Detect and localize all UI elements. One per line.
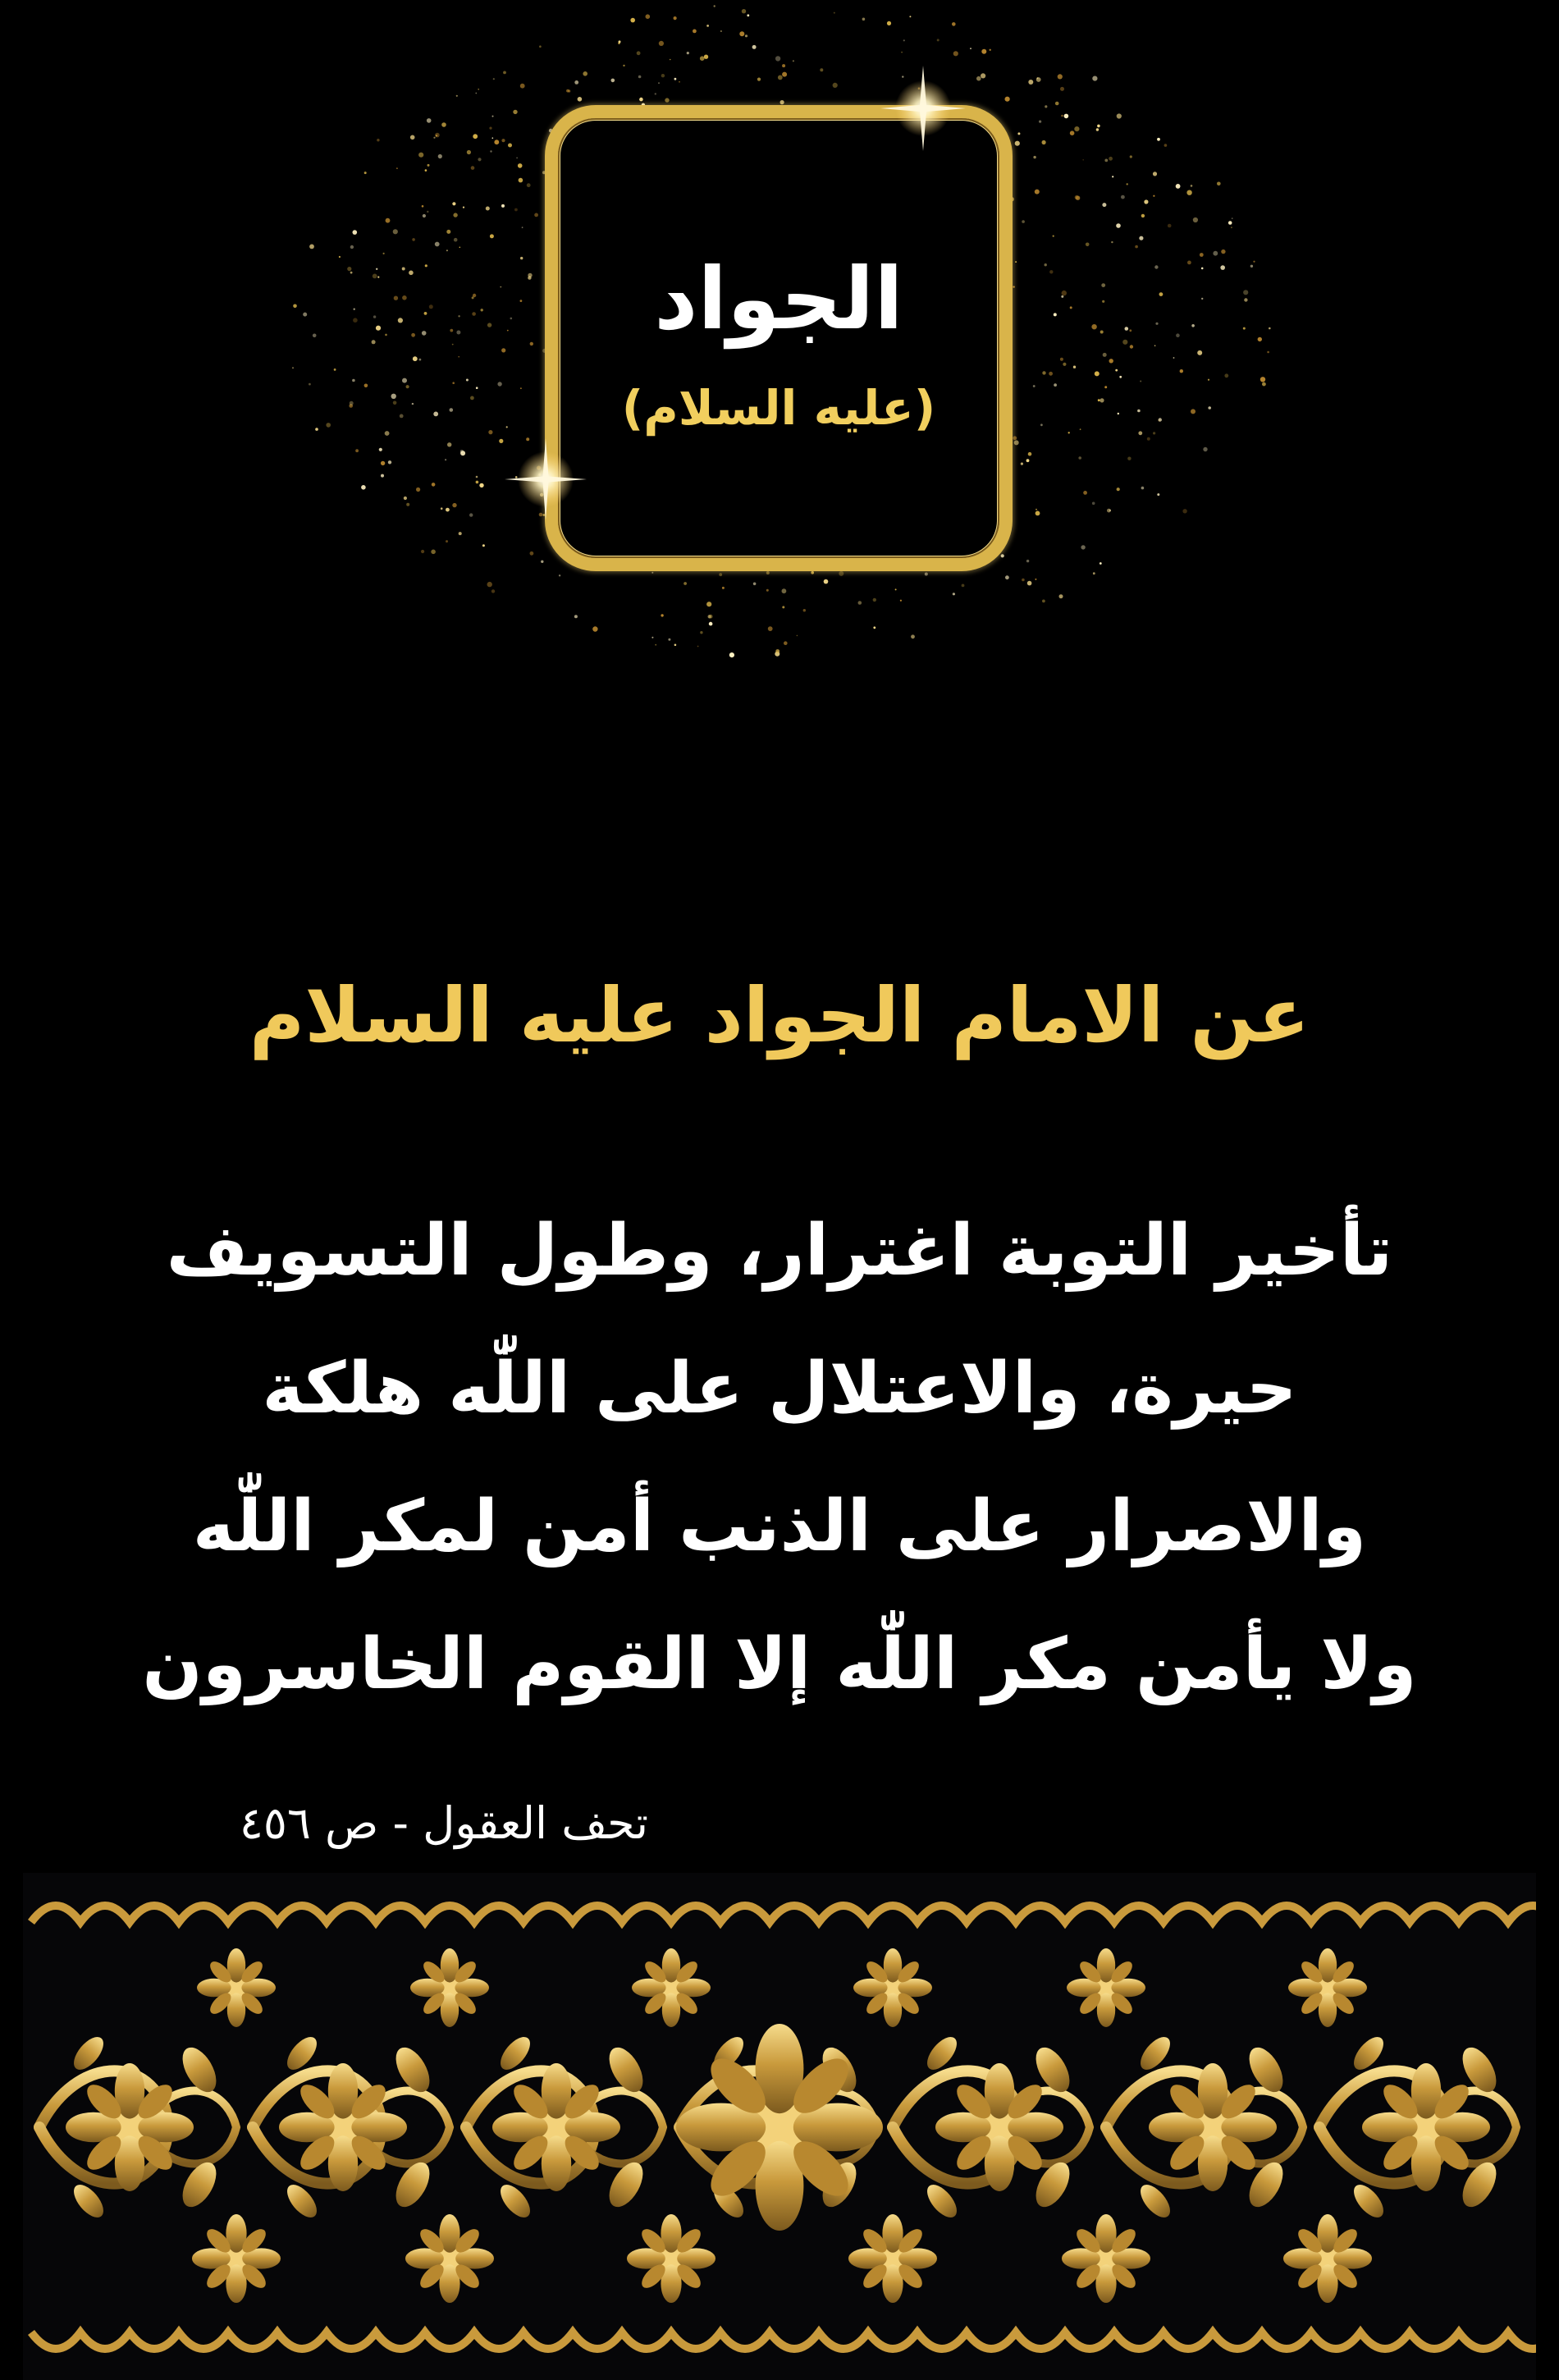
sparkle-icon: [874, 59, 972, 158]
quote-line: تأخير التوبة اغترار، وطول التسويف: [166, 1210, 1393, 1292]
frame-subtitle: (عليه السلام): [621, 380, 936, 436]
source-citation: تحف العقول - ص ٤٥٦: [239, 1797, 648, 1849]
quote-line: ولا يأمن مكر اللّٰه إلا القوم الخاسرون: [142, 1623, 1417, 1705]
quote-line: والاصرار على الذنب أمن لمكر اللّٰه: [192, 1485, 1367, 1568]
quote-text: [98, 1182, 1461, 1733]
quote-heading: عن الامام الجواد عليه السلام: [249, 972, 1310, 1060]
quote-line: حيرة، والاعتلال على اللّٰه هلكة: [262, 1348, 1297, 1430]
frame-title: الجواد: [654, 249, 903, 349]
gold-floral-ornament-border: [23, 1873, 1536, 2380]
title-frame: [545, 105, 1013, 571]
sparkle-icon: [496, 430, 595, 529]
